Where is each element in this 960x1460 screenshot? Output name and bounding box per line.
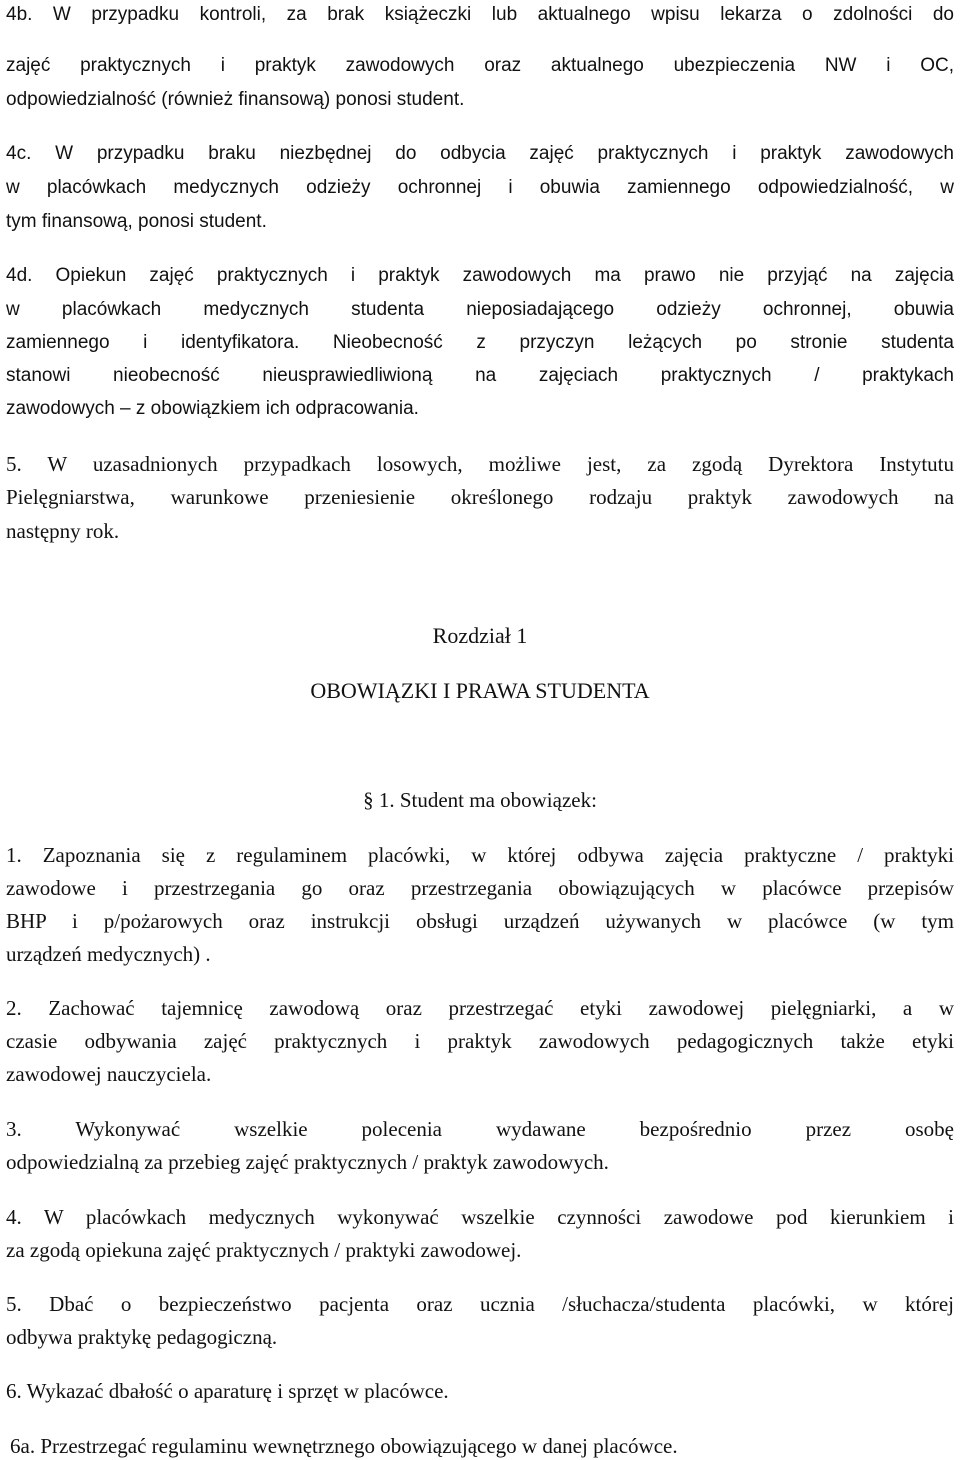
paragraph-4b-line: zajęć praktycznych i praktyk zawodowych oraz aktualnego ubezpieczenia NW i OC, bbox=[6, 55, 954, 76]
duty-5-line: odbywa praktykę pedagogiczną. bbox=[6, 1325, 278, 1349]
paragraph-4d-line: 4d. Opiekun zajęć praktycznych i praktyk zawodowych ma prawo nie przyjąć na zajęcia bbox=[6, 265, 954, 286]
paragraph-4d-line: zawodowych – z obowiązkiem ich odpracowania. bbox=[6, 398, 419, 419]
paragraph-4d-line: zamiennego i identyfikatora. Nieobecność z przyczyn leżących po stronie studenta bbox=[6, 332, 954, 353]
section-heading: § 1. Student ma obowiązek: bbox=[363, 788, 597, 812]
duty-4-line: za zgodą opiekuna zajęć praktycznych / praktyki zawodowej. bbox=[6, 1238, 522, 1262]
paragraph-4d-line: stanowi nieobecność nieusprawiedliwioną na zajęciach praktycznych / praktykach bbox=[6, 365, 954, 386]
duty-1-line: urządzeń medycznych) . bbox=[6, 942, 211, 966]
duty-1-line: zawodowe i przestrzegania go oraz przestrzegania obowiązujących w placówce przepisów bbox=[6, 876, 954, 900]
duty-4-line: 4. W placówkach medycznych wykonywać wszelkie czynności zawodowe pod kierunkiem i bbox=[6, 1205, 954, 1229]
paragraph-5-line: Pielęgniarstwa, warunkowe przeniesienie określonego rodzaju praktyk zawodowych na bbox=[6, 485, 954, 509]
chapter-number: Rozdział 1 bbox=[432, 623, 528, 648]
paragraph-4c-line: w placówkach medycznych odzieży ochronnej i obuwia zamiennego odpowiedzialność, w bbox=[6, 177, 954, 198]
paragraph-5-line: 5. W uzasadnionych przypadkach losowych, możliwe jest, za zgodą Dyrektora Instytutu bbox=[6, 452, 954, 476]
duty-2-line: 2. Zachować tajemnicę zawodową oraz przestrzegać etyki zawodowej pielęgniarki, a w bbox=[6, 996, 954, 1020]
chapter-title: OBOWIĄZKI I PRAWA STUDENTA bbox=[310, 678, 650, 703]
paragraph-4b-line: 4b. W przypadku kontroli, za brak książeczki lub aktualnego wpisu lekarza o zdolności do bbox=[6, 4, 954, 25]
paragraph-4b-line: odpowiedzialność (również finansową) ponosi student. bbox=[6, 89, 465, 110]
duty-2-line: czasie odbywania zajęć praktycznych i praktyk zawodowych pedagogicznych także etyki bbox=[6, 1029, 954, 1053]
paragraph-4c-line: 4c. W przypadku braku niezbędnej do odbycia zajęć praktycznych i praktyk zawodowych bbox=[6, 143, 954, 164]
duty-6-line: 6. Wykazać dbałość o aparaturę i sprzęt w placówce. bbox=[6, 1379, 449, 1403]
duty-6a-line: 6a. Przestrzegać regulaminu wewnętrznego obowiązującego w danej placówce. bbox=[10, 1434, 678, 1458]
duty-1-line: BHP i p/pożarowych oraz instrukcji obsługi urządzeń używanych w placówce (w tym bbox=[6, 909, 954, 933]
duty-2-line: zawodowej nauczyciela. bbox=[6, 1062, 212, 1086]
duty-5-line: 5. Dbać o bezpieczeństwo pacjenta oraz ucznia /słuchacza/studenta placówki, w której bbox=[6, 1292, 954, 1316]
duty-3-line: odpowiedzialną za przebieg zajęć praktycznych / praktyk zawodowych. bbox=[6, 1150, 609, 1174]
paragraph-4c-line: tym finansową, ponosi student. bbox=[6, 211, 267, 232]
paragraph-4d-line: w placówkach medycznych studenta nieposiadającego odzieży ochronnej, obuwia bbox=[6, 299, 954, 320]
duty-1-line: 1. Zapoznania się z regulaminem placówki, w której odbywa zajęcia praktyczne / praktyki bbox=[6, 843, 954, 867]
duty-3-line: 3. Wykonywać wszelkie polecenia wydawane bezpośrednio przez osobę bbox=[6, 1117, 954, 1141]
paragraph-5-line: następny rok. bbox=[6, 519, 120, 543]
